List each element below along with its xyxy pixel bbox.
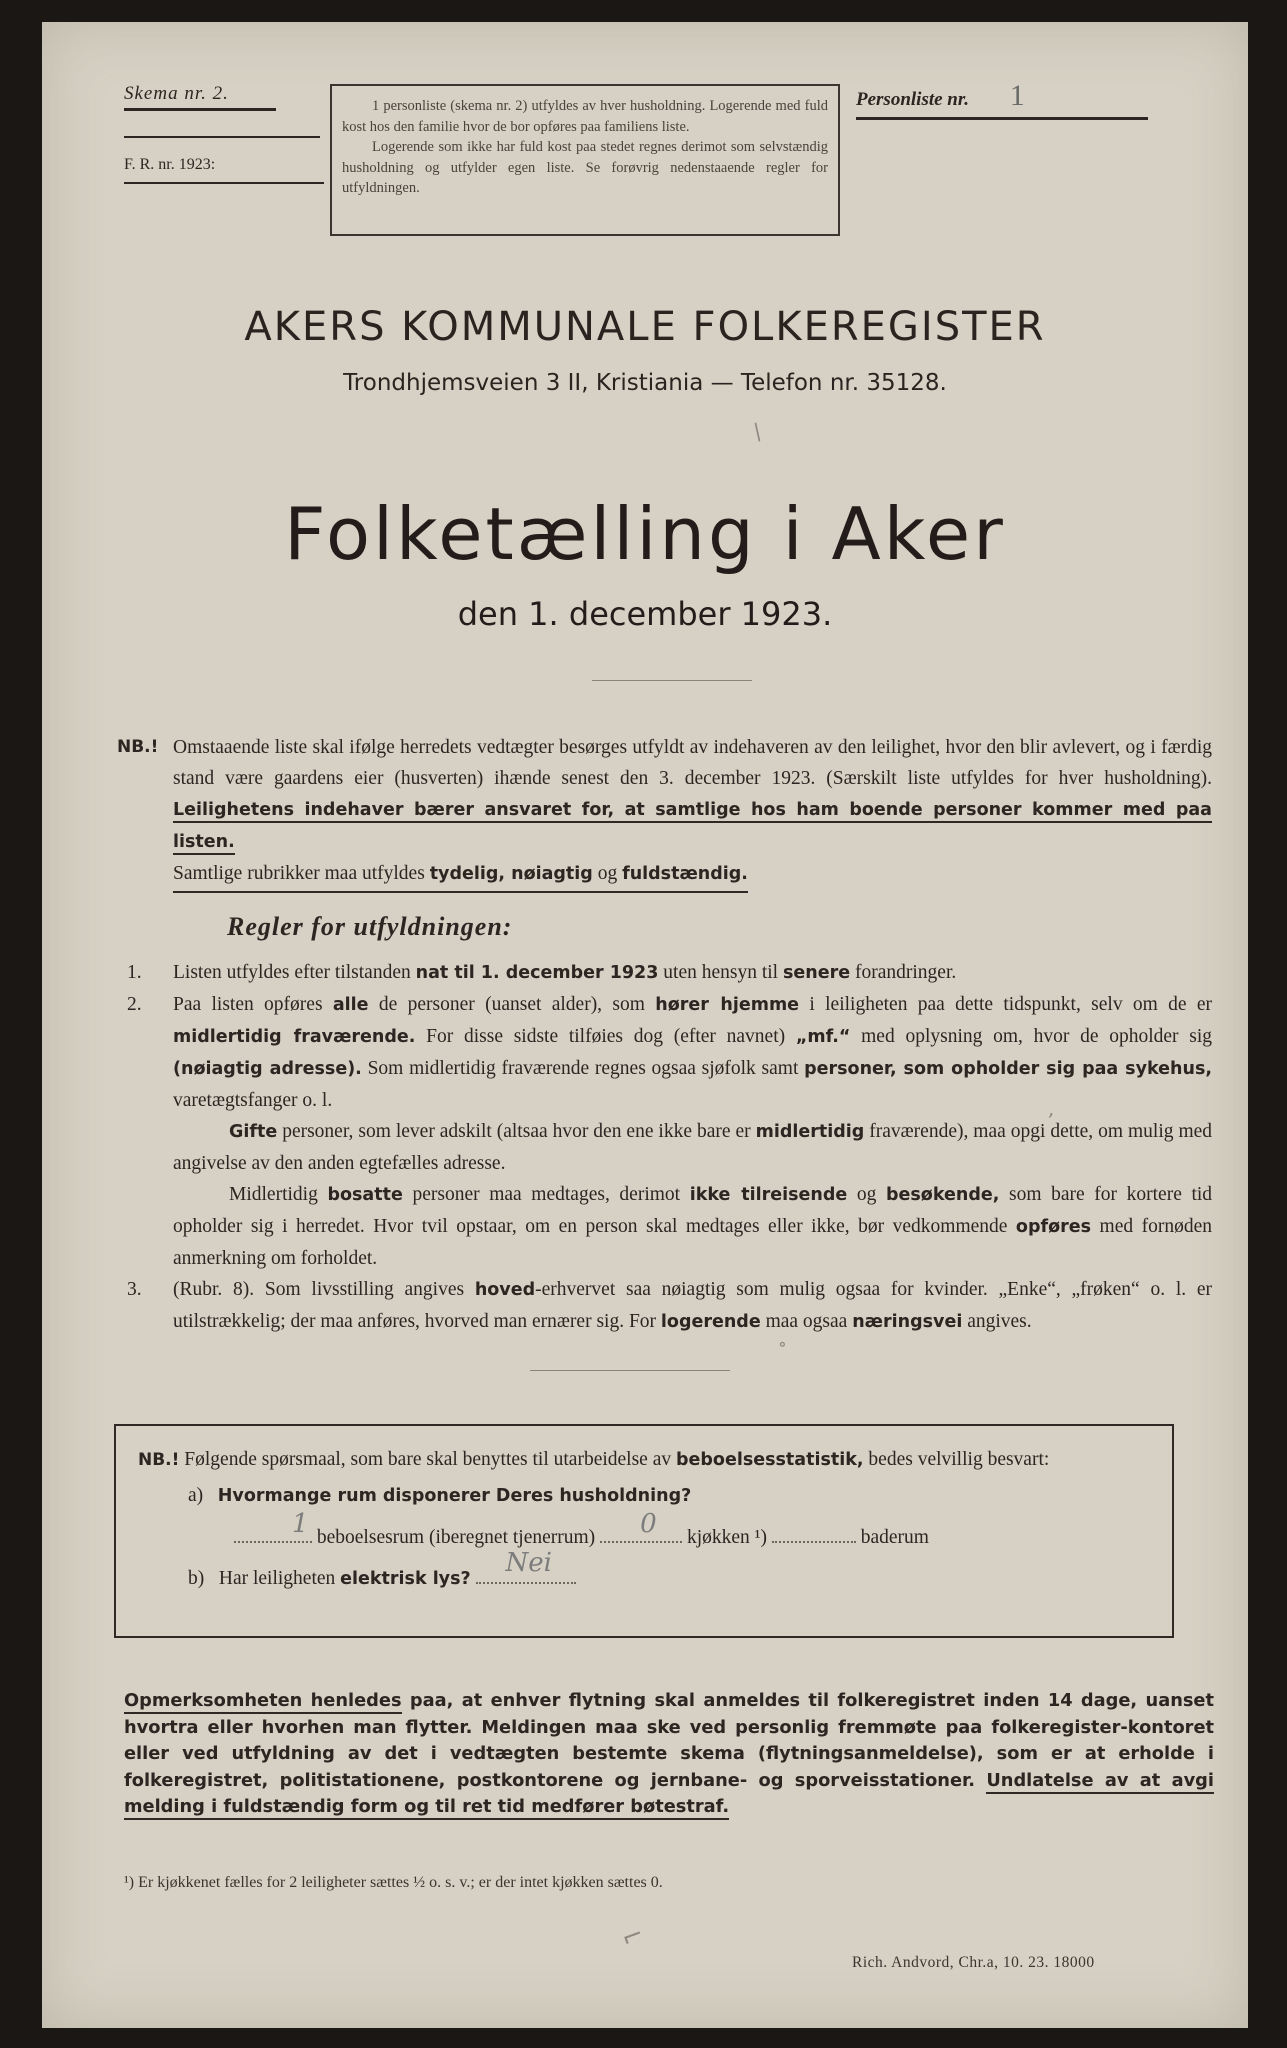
pencil-mark: ⌐ bbox=[617, 1919, 649, 1955]
person-list-value: 1 bbox=[1009, 79, 1025, 112]
rule-text-bold: bosatte bbox=[327, 1185, 403, 1205]
organization-name: AKERS KOMMUNALE FOLKEREGISTER bbox=[244, 304, 1046, 350]
nb-label: NB.! bbox=[138, 1450, 180, 1470]
rule-text-bold: senere bbox=[782, 963, 851, 983]
rule-text: personer maa medtages, derimot bbox=[412, 1184, 681, 1205]
rule-text: de personer (uanset alder), som bbox=[378, 994, 645, 1015]
pencil-mark: / bbox=[748, 419, 768, 446]
instruction-paragraph: Logerende som ikke har fuld kost paa stedet regnes derimot som selvstændig husholdning og utfylder egen liste. Se forøvrig nedenstaaende regler for utfyldningen. bbox=[342, 139, 828, 196]
rule-text: forandringer. bbox=[854, 962, 957, 983]
nb-line2-underlined bbox=[173, 858, 748, 893]
rule-text: maa ogsaa bbox=[765, 1311, 848, 1332]
nb-text bbox=[173, 732, 1212, 858]
form-date: den 1. december 1923. bbox=[457, 595, 833, 633]
kitchen-field[interactable] bbox=[600, 1509, 682, 1543]
rule-text-bold: alle bbox=[332, 995, 369, 1015]
rooms-value: 1 bbox=[292, 1509, 309, 1539]
rule-text: fraværende), maa opgi dette, om mulig med angivelse av den anden egtefælles adresse. bbox=[173, 1121, 1213, 1174]
rules-heading: Regler for utfyldningen: bbox=[227, 912, 513, 941]
housing-intro-text: Følgende spørsmaal, som bare skal benyttes til utarbeidelse av bbox=[184, 1449, 672, 1470]
rule-text: Midlertidig bbox=[229, 1184, 318, 1205]
instruction-paragraph: 1 personliste (skema nr. 2) utfyldes av hver husholdning. Logerende med fuld kost hos den familie hvor de bor opføres paa familiens liste. bbox=[342, 98, 828, 135]
rule-text: (Rubr. 8). Som livsstilling angives bbox=[173, 1279, 465, 1300]
rule-text-bold: hoved bbox=[474, 1280, 536, 1300]
rule-text-bold: personer, som opholder sig paa sykehus, bbox=[804, 1059, 1213, 1079]
form-title: Folketælling i Aker bbox=[284, 492, 1006, 576]
nb-label: NB.! bbox=[117, 737, 159, 757]
rule-text: Paa listen opføres bbox=[173, 994, 323, 1015]
footnote: ¹) Er kjøkkenet fælles for 2 leiligheter sættes ½ o. s. v.; er der intet kjøkken sættes 0. bbox=[124, 1874, 663, 1891]
nb-line2-bold: tydelig, nøiagtig bbox=[429, 864, 593, 884]
rule-item bbox=[117, 1274, 1212, 1338]
question-text-bold: elektrisk lys? bbox=[340, 1569, 471, 1589]
rule-text: For disse sidste tilføies dog (efter navnet) bbox=[426, 1026, 786, 1047]
notice-underlined: Undlatelse av at avgi melding i fuldstændig form og til ret tid medfører bøtestraf. bbox=[124, 1770, 1214, 1821]
rule-item bbox=[117, 957, 1212, 989]
nb-text-plain: Omstaaende liste skal ifølge herredets vedtægter besørges utfyldt av indehaveren av den leilighet, hvor den blir avlevert, og i færdig stand være gaardens eier (husverten) ihænde senest den 3. december 1923. (Særskilt liste utfyldes for hver husholdning). bbox=[173, 737, 1212, 789]
rule-number: 3. bbox=[127, 1279, 142, 1300]
rule-text: angives. bbox=[967, 1311, 1032, 1332]
rule-text: personer, som lever adskilt (altsaa hvor den ene ikke bare er bbox=[282, 1121, 751, 1142]
rule-text: og bbox=[856, 1184, 877, 1205]
rule-number: 1. bbox=[127, 962, 142, 983]
question-number: b) bbox=[188, 1568, 205, 1589]
nb-line2-text: og bbox=[597, 863, 618, 884]
rule-text-bold: „mf.“ bbox=[795, 1027, 851, 1047]
organization-address: Trondhjemsveien 3 II, Kristiania — Telefon nr. 35128. bbox=[343, 370, 947, 396]
nb-text-bold: Leilighetens indehaver bærer ansvaret for, at samtlige hos ham boende personer kommer med paa listen. bbox=[173, 800, 1212, 855]
electric-light-value: Nei bbox=[505, 1548, 552, 1578]
rooms-label: beboelsesrum (iberegnet tjenerrum) bbox=[316, 1527, 596, 1548]
rule-text-bold: Gifte bbox=[229, 1122, 278, 1142]
person-list-label: Personliste nr. bbox=[856, 89, 969, 110]
pencil-mark: , bbox=[1048, 1096, 1055, 1120]
housing-statistics-box bbox=[114, 1424, 1174, 1638]
rules-list bbox=[117, 957, 1212, 1338]
rule-text-bold: opføres bbox=[1015, 1217, 1092, 1237]
question-a bbox=[138, 1480, 1152, 1512]
question-number: a) bbox=[188, 1485, 204, 1506]
rule-text: i leiligheten paa dette tidspunkt, selv om de er bbox=[809, 994, 1213, 1015]
moving-notice bbox=[124, 1688, 1214, 1821]
divider bbox=[592, 680, 752, 681]
housing-intro-text: bedes velvillig besvart: bbox=[868, 1449, 1050, 1470]
rule-text-bold: (nøiagtig adresse). bbox=[173, 1059, 362, 1079]
rule-text-bold: nat til 1. december 1923 bbox=[415, 963, 659, 983]
rule-text: Som midlertidig fraværende regnes ogsaa sjøfolk samt bbox=[367, 1058, 799, 1079]
divider bbox=[530, 1370, 730, 1371]
header-rule bbox=[124, 182, 324, 184]
nb-notice bbox=[117, 732, 1212, 893]
question-text: Har leiligheten bbox=[218, 1568, 336, 1589]
census-form-sheet bbox=[42, 22, 1248, 2028]
notice-underlined: Opmerksomheten henledes bbox=[124, 1690, 402, 1714]
rule-text: som bare for kortere tid opholder sig i herredet. Hvor tvil opstaar, om en person skal medtages eller ikke, bør vedkommende bbox=[173, 1184, 1213, 1237]
rule-text-bold: hører hjemme bbox=[655, 995, 800, 1015]
nb-line2 bbox=[173, 858, 1212, 893]
fr-number-label: F. R. nr. 1923: bbox=[124, 156, 216, 173]
rooms-answer-row bbox=[138, 1509, 1152, 1553]
pencil-mark: ∘ bbox=[778, 1334, 787, 1355]
header-rule bbox=[124, 136, 320, 138]
rule-item bbox=[117, 989, 1212, 1274]
rule-number: 2. bbox=[127, 994, 142, 1015]
rule-text: med fornøden anmerkning om forholdet. bbox=[173, 1216, 1212, 1269]
rule-text: -erhvervet saa nøiagtig som mulig ogsaa for kvinder. „Enke“, „frøken“ o. l. er utilstrækkelig; der maa anføres, hvorved man ernærer sig. For bbox=[173, 1279, 1213, 1332]
instruction-box bbox=[330, 84, 840, 236]
rule-text-bold: midlertidig fraværende. bbox=[173, 1027, 416, 1047]
rooms-field[interactable] bbox=[234, 1509, 312, 1543]
rule-text: med oplysning om, hvor de opholder sig bbox=[861, 1026, 1213, 1047]
electric-light-field[interactable] bbox=[476, 1548, 576, 1584]
question-b bbox=[138, 1548, 1152, 1595]
rule-text-bold: ikke tilreisende bbox=[689, 1185, 848, 1205]
question-text: Hvormange rum disponerer Deres husholdning? bbox=[217, 1486, 692, 1506]
housing-intro-bold: beboelsesstatistik, bbox=[676, 1450, 864, 1470]
rule-text-bold: besøkende, bbox=[885, 1185, 1000, 1205]
kitchen-label: kjøkken ¹) bbox=[686, 1527, 767, 1548]
printer-imprint: Rich. Andvord, Chr.a, 10. 23. 18000 bbox=[852, 1954, 1095, 1971]
rule-text: uten hensyn til bbox=[663, 962, 779, 983]
nb-line2-bold: fuldstændig. bbox=[622, 864, 748, 884]
rule-text: Listen utfyldes efter tilstanden bbox=[173, 962, 411, 983]
rule-text: varetægtsfanger o. l. bbox=[173, 1090, 333, 1111]
rule-text-bold: næringsvei bbox=[852, 1312, 963, 1332]
bath-field[interactable] bbox=[772, 1523, 856, 1543]
schema-number: Skema nr. 2. bbox=[124, 83, 276, 111]
rule-text-bold: midlertidig bbox=[755, 1122, 865, 1142]
bath-label: baderum bbox=[860, 1527, 929, 1548]
housing-intro bbox=[138, 1444, 1152, 1476]
nb-line2-text: Samtlige rubrikker maa utfyldes bbox=[173, 863, 425, 884]
person-list-number bbox=[856, 79, 1148, 120]
kitchen-value: 0 bbox=[640, 1509, 657, 1539]
rule-text-bold: logerende bbox=[660, 1312, 761, 1332]
notice-text: paa, at enhver flytning skal anmeldes til folkeregistret inden 14 dage, uanset hvortra eller hvorhen man flytter. Meldingen maa ske ved personlig fremmøte paa folkeregister-kontoret eller ved utfyldning av det i vedtægten bestemte skema (flytningsanmeldelse), som er at erholde i folkeregistret, politistationene, postkontorene og jernbane- og sporveisstationer. bbox=[124, 1690, 1214, 1791]
